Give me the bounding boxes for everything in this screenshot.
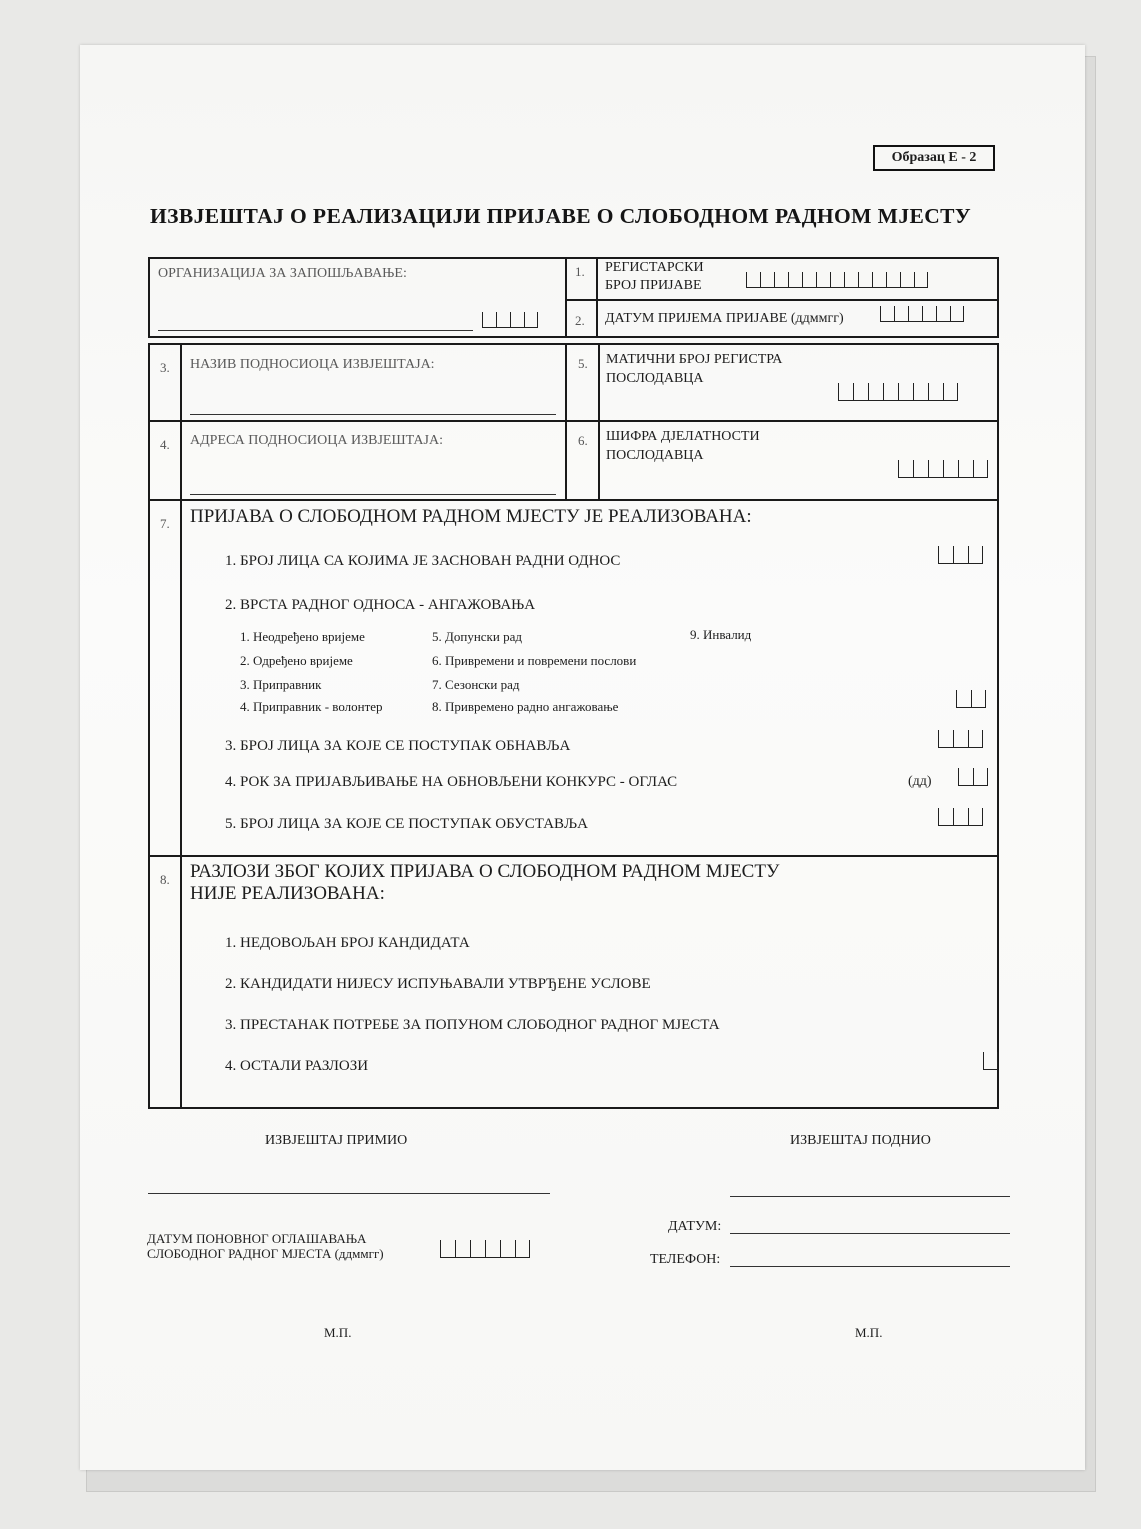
- section-7-heading: ПРИЈАВА О СЛОБОДНОМ РАДНОМ МЈЕСТУ ЈЕ РЕАЛИЗОВАНА:: [190, 506, 752, 527]
- form-code-box: [873, 145, 995, 171]
- organization-code-cells-cell[interactable]: [482, 312, 496, 328]
- employer-register-label-1: МАТИЧНИ БРОЈ РЕГИСТРА: [606, 352, 783, 367]
- received-by-line[interactable]: [148, 1193, 550, 1194]
- renewal-deadline-cells-cell[interactable]: [958, 768, 973, 786]
- block2-mid-divider: [565, 343, 567, 500]
- date-line[interactable]: [730, 1233, 1010, 1234]
- registration-number-cells-cell[interactable]: [746, 272, 760, 288]
- receipt-date-cells-cell[interactable]: [880, 306, 894, 322]
- readvertise-date-label-2: СЛОБОДНОГ РАДНОГ МЈЕСТА (ддммгг): [147, 1246, 384, 1261]
- section-8-heading-1: РАЗЛОЗИ ЗБОГ КОЈИХ ПРИЈАВА О СЛОБОДНОМ РАДНОМ МЈЕСТУ: [190, 861, 780, 882]
- employment-type-1: 1. Неодређено вријеме: [240, 629, 365, 644]
- employment-type-cells-cell[interactable]: [956, 690, 971, 708]
- employment-type-label: 2. ВРСТА РАДНОГ ОДНОСА - АНГАЖОВАЊА: [225, 597, 536, 613]
- reason-4: 4. ОСТАЛИ РАЗЛОЗИ: [225, 1058, 369, 1074]
- registration-number-cells-cell[interactable]: [760, 272, 774, 288]
- reason-3: 3. ПРЕСТАНАК ПОТРЕБЕ ЗА ПОПУНОМ СЛОБОДНОГ РАДНОГ МЈЕСТА: [225, 1017, 720, 1033]
- receipt-date-cells[interactable]: [880, 306, 964, 322]
- item-1-number: 1.: [575, 264, 585, 279]
- activity-code-cells-cell[interactable]: [958, 460, 973, 478]
- activity-code-cells[interactable]: [898, 460, 988, 478]
- receipt-date-cells-cell[interactable]: [922, 306, 936, 322]
- organization-code-cells-cell[interactable]: [524, 312, 538, 328]
- row-divider-section7: [148, 499, 999, 501]
- employment-type-9: 9. Инвалид: [690, 627, 752, 642]
- activity-code-cells-cell[interactable]: [943, 460, 958, 478]
- employer-register-cells-cell[interactable]: [838, 383, 853, 401]
- block2-number-gutter: [180, 343, 182, 1109]
- receipt-date-cells-cell[interactable]: [950, 306, 964, 322]
- registration-number-label-1: РЕГИСТАРСКИ: [605, 260, 704, 275]
- section-7-number: 7.: [160, 516, 170, 531]
- row-divider-section8: [148, 855, 999, 857]
- item-6-number: 6.: [578, 433, 588, 448]
- employment-type-5: 5. Допунски рад: [432, 629, 522, 644]
- registration-number-cells-cell[interactable]: [844, 272, 858, 288]
- employed-count-cells-cell[interactable]: [938, 546, 953, 564]
- renewal-count-cells-cell[interactable]: [968, 730, 983, 748]
- receipt-date-cells-cell[interactable]: [936, 306, 950, 322]
- form-title: ИЗВЈЕШТАЈ О РЕАЛИЗАЦИЈИ ПРИЈАВЕ О СЛОБОДНОМ РАДНОМ МЈЕСТУ: [150, 204, 972, 228]
- block1-number-divider: [596, 257, 598, 338]
- submitter-address-line[interactable]: [190, 494, 556, 495]
- stamp-left: М.П.: [324, 1325, 352, 1340]
- suspension-count-cells-cell[interactable]: [968, 808, 983, 826]
- renewal-count-label: 3. БРОЈ ЛИЦА ЗА КОЈЕ СЕ ПОСТУПАК ОБНАВЉА: [225, 738, 571, 754]
- registration-number-cells-cell[interactable]: [816, 272, 830, 288]
- readvertise-date-cells-cell[interactable]: [440, 1240, 455, 1258]
- employer-register-cells[interactable]: [838, 383, 958, 401]
- employer-register-label-2: ПОСЛОДАВЦА: [606, 371, 704, 386]
- employer-register-cells-cell[interactable]: [853, 383, 868, 401]
- submitted-by-line[interactable]: [730, 1196, 1010, 1197]
- reason-cell[interactable]: [983, 1052, 998, 1070]
- receipt-date-cells-cell[interactable]: [894, 306, 908, 322]
- item-5-number: 5.: [578, 356, 588, 371]
- date-label: ДАТУМ:: [668, 1219, 722, 1234]
- employment-type-2: 2. Одређено вријеме: [240, 653, 353, 668]
- readvertise-date-cells-cell[interactable]: [455, 1240, 470, 1258]
- employment-type-4: 4. Приправник - волонтер: [240, 699, 383, 714]
- form-code: Образац Е - 2: [891, 150, 977, 165]
- activity-code-cells-cell[interactable]: [928, 460, 943, 478]
- employment-type-cells-cell[interactable]: [971, 690, 986, 708]
- readvertise-date-cells-cell[interactable]: [485, 1240, 500, 1258]
- employed-count-label: 1. БРОЈ ЛИЦА СА КОЈИМА ЈЕ ЗАСНОВАН РАДНИ ОДНОС: [225, 553, 621, 569]
- readvertise-date-cells-cell[interactable]: [515, 1240, 530, 1258]
- block1-divider: [565, 257, 567, 338]
- employment-type-8: 8. Привремено радно ангажовање: [432, 699, 619, 714]
- activity-code-cells-cell[interactable]: [973, 460, 988, 478]
- employer-register-cells-cell[interactable]: [898, 383, 913, 401]
- renewal-count-cells-cell[interactable]: [953, 730, 968, 748]
- item-3-number: 3.: [160, 360, 170, 375]
- item-4-number: 4.: [160, 437, 170, 452]
- employer-register-cells-cell[interactable]: [943, 383, 958, 401]
- registration-number-cells-cell[interactable]: [830, 272, 844, 288]
- received-by-label: ИЗВЈЕШТАЈ ПРИМИО: [265, 1133, 408, 1148]
- renewal-deadline-cells[interactable]: [958, 768, 988, 786]
- section-8-heading-2: НИЈЕ РЕАЛИЗОВАНА:: [190, 883, 385, 904]
- readvertise-date-cells-cell[interactable]: [470, 1240, 485, 1258]
- organization-name-line[interactable]: [158, 330, 473, 331]
- suspension-count-cells-cell[interactable]: [953, 808, 968, 826]
- organization-code-cells-cell[interactable]: [496, 312, 510, 328]
- block2-mid-number-divider: [598, 343, 600, 500]
- receipt-date-label: ДАТУМ ПРИЈЕМА ПРИЈАВЕ (ддммгг): [605, 311, 844, 326]
- reason-cell-cell[interactable]: [983, 1052, 998, 1070]
- item-2-number: 2.: [575, 313, 585, 328]
- readvertise-date-cells[interactable]: [440, 1240, 530, 1258]
- row-divider-3-4: [148, 420, 999, 422]
- renewal-count-cells-cell[interactable]: [938, 730, 953, 748]
- registration-number-cells-cell[interactable]: [774, 272, 788, 288]
- registration-number-cells-cell[interactable]: [900, 272, 914, 288]
- reason-1: 1. НЕДОВОЉАН БРОЈ КАНДИДАТА: [225, 935, 470, 951]
- renewal-count-cells[interactable]: [938, 730, 983, 748]
- employer-register-cells-cell[interactable]: [868, 383, 883, 401]
- suspension-count-label: 5. БРОЈ ЛИЦА ЗА КОЈЕ СЕ ПОСТУПАК ОБУСТАВЉА: [225, 816, 588, 832]
- registration-number-label-2: БРОЈ ПРИЈАВЕ: [605, 278, 702, 293]
- suspension-count-cells[interactable]: [938, 808, 983, 826]
- registration-number-cells-cell[interactable]: [872, 272, 886, 288]
- phone-line[interactable]: [730, 1266, 1010, 1267]
- readvertise-date-cells-cell[interactable]: [500, 1240, 515, 1258]
- receipt-date-cells-cell[interactable]: [908, 306, 922, 322]
- registration-number-cells[interactable]: [746, 272, 928, 288]
- activity-code-cells-cell[interactable]: [898, 460, 913, 478]
- employer-register-cells-cell[interactable]: [913, 383, 928, 401]
- renewal-deadline-label: 4. РОК ЗА ПРИЈАВЉИВАЊЕ НА ОБНОВЉЕНИ КОНКУРС - ОГЛАС: [225, 774, 678, 790]
- employed-count-cells-cell[interactable]: [968, 546, 983, 564]
- reason-2: 2. КАНДИДАТИ НИЈЕСУ ИСПУЊАВАЛИ УТВРЂЕНЕ УСЛОВЕ: [225, 976, 651, 992]
- employer-register-cells-cell[interactable]: [928, 383, 943, 401]
- employer-register-cells-cell[interactable]: [883, 383, 898, 401]
- activity-code-label-2: ПОСЛОДАВЦА: [606, 448, 704, 463]
- registration-number-cells-cell[interactable]: [788, 272, 802, 288]
- organization-label: ОРГАНИЗАЦИЈА ЗА ЗАПОШЉАВАЊЕ:: [158, 266, 407, 281]
- suspension-count-cells-cell[interactable]: [938, 808, 953, 826]
- registration-number-cells-cell[interactable]: [858, 272, 872, 288]
- employment-type-cells[interactable]: [956, 690, 986, 708]
- renewal-deadline-cells-cell[interactable]: [973, 768, 988, 786]
- submitted-by-label: ИЗВЈЕШТАЈ ПОДНИО: [790, 1133, 931, 1148]
- phone-label: ТЕЛЕФОН:: [650, 1252, 721, 1267]
- submitter-address-label: АДРЕСА ПОДНОСИОЦА ИЗВЈЕШТАЈА:: [190, 433, 443, 448]
- registration-number-cells-cell[interactable]: [914, 272, 928, 288]
- block-report: [148, 343, 999, 1109]
- stamp-right: М.П.: [855, 1325, 883, 1340]
- readvertise-date-label-1: ДАТУМ ПОНОВНОГ ОГЛАШАВАЊА: [147, 1231, 367, 1246]
- section-8-number: 8.: [160, 872, 170, 887]
- registration-number-cells-cell[interactable]: [802, 272, 816, 288]
- activity-code-cells-cell[interactable]: [913, 460, 928, 478]
- renewal-deadline-unit: (дд): [908, 774, 932, 789]
- activity-code-label-1: ШИФРА ДЈЕЛАТНОСТИ: [606, 429, 760, 444]
- block1-row-divider: [565, 299, 999, 301]
- employed-count-cells-cell[interactable]: [953, 546, 968, 564]
- employment-type-3: 3. Приправник: [240, 677, 322, 692]
- employment-type-7: 7. Сезонски рад: [432, 677, 520, 692]
- employed-count-cells[interactable]: [938, 546, 983, 564]
- organization-code-cells[interactable]: [482, 312, 538, 328]
- registration-number-cells-cell[interactable]: [886, 272, 900, 288]
- organization-code-cells-cell[interactable]: [510, 312, 524, 328]
- employment-type-6: 6. Привремени и повремени послови: [432, 653, 637, 668]
- submitter-name-label: НАЗИВ ПОДНОСИОЦА ИЗВЈЕШТАЈА:: [190, 357, 435, 372]
- submitter-name-line[interactable]: [190, 414, 556, 415]
